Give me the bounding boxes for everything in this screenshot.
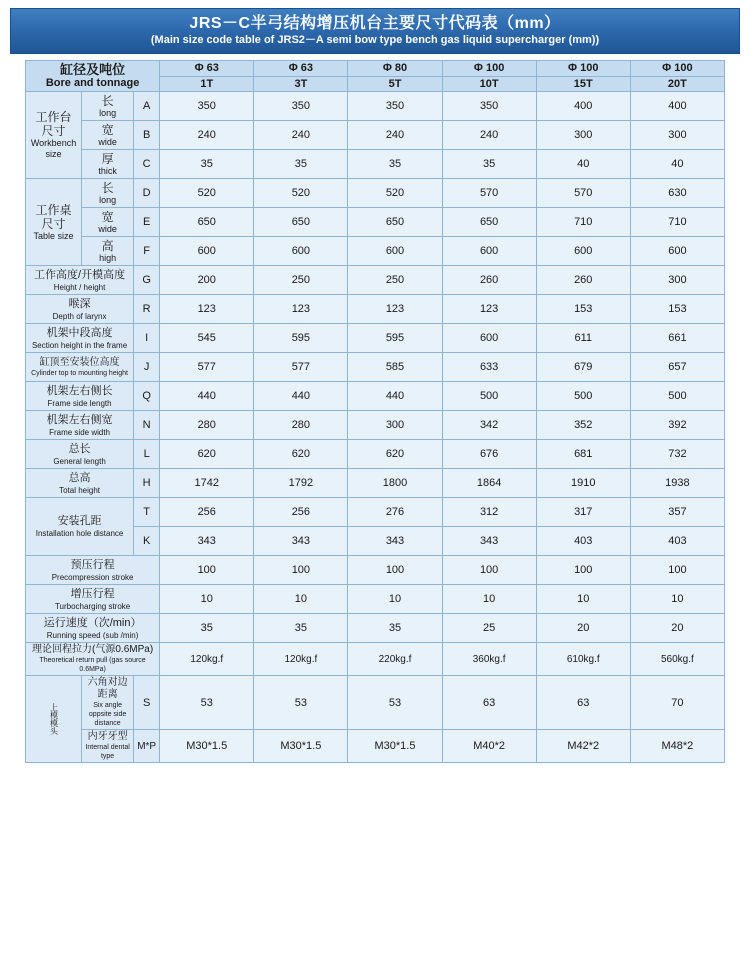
row-code-k: K	[134, 527, 160, 556]
row-label-frame-side-width-cn: 机架左右侧宽	[46, 413, 113, 426]
cell-l-5: 732	[630, 440, 724, 469]
cell-e-1: 650	[254, 208, 348, 237]
header-bore-5: Φ 100	[630, 61, 724, 77]
cell-turbo-5: 10	[630, 585, 724, 614]
cell-a-2: 350	[348, 92, 442, 121]
sublabel-wide-cn: 宽	[101, 122, 114, 137]
cell-speed-3: 25	[442, 614, 536, 643]
title-english: (Main size code table of JRS2－A semi bow type bench gas liquid supercharger (mm))	[150, 34, 600, 46]
cell-h-5: 1938	[630, 469, 724, 498]
row-label-frame-side-width-en: Frame side width	[49, 427, 111, 437]
table-row	[26, 266, 725, 295]
row-code-j: J	[134, 353, 160, 382]
cell-k-5: 403	[630, 527, 724, 556]
cell-a-4: 400	[536, 92, 630, 121]
row-label-install-hole-en: Installation hole distance	[35, 529, 124, 538]
sublabel-long	[82, 92, 134, 121]
row-code-n: N	[134, 411, 160, 440]
table-row	[26, 208, 725, 237]
row-code-l: L	[134, 440, 160, 469]
cell-g-0: 200	[160, 266, 254, 295]
row-label-total-height	[26, 469, 134, 498]
cell-j-3: 633	[442, 353, 536, 382]
cell-i-5: 661	[630, 324, 724, 353]
table-row	[26, 324, 725, 353]
cell-turbo-2: 10	[348, 585, 442, 614]
cell-n-0: 280	[160, 411, 254, 440]
cell-s-4: 63	[536, 676, 630, 730]
cell-pull-0: 120kg.f	[160, 643, 254, 676]
header-bore-1: Φ 63	[254, 61, 348, 77]
table-row	[26, 382, 725, 411]
cell-c-2: 35	[348, 150, 442, 179]
cell-j-1: 577	[254, 353, 348, 382]
cell-q-2: 440	[348, 382, 442, 411]
group-label-workbench	[26, 92, 82, 179]
cell-t-4: 317	[536, 498, 630, 527]
cell-k-0: 343	[160, 527, 254, 556]
cell-turbo-3: 10	[442, 585, 536, 614]
cell-r-2: 123	[348, 295, 442, 324]
row-label-frame-side-length-en: Frame side length	[47, 398, 112, 408]
group-label-workbench-en2: size	[45, 149, 62, 159]
sublabel-wide2-en: wide	[98, 223, 117, 234]
row-code-t: T	[134, 498, 160, 527]
header-tonnage-5: 20T	[630, 76, 724, 92]
cell-turbo-1: 10	[254, 585, 348, 614]
group-label-table-cn2: 尺寸	[41, 216, 66, 231]
header-bore-label-cn: 缸径及吨位	[60, 62, 126, 77]
row-label-hex-distance-cn: 六角对边距离	[87, 677, 128, 700]
sublabel-long-cn: 长	[101, 93, 114, 108]
cell-k-1: 343	[254, 527, 348, 556]
page-root	[0, 8, 750, 954]
cell-e-3: 650	[442, 208, 536, 237]
sublabel-wide-2	[82, 208, 134, 237]
header-bore-label-en: Bore and tonnage	[45, 77, 140, 89]
cell-r-5: 153	[630, 295, 724, 324]
cell-g-4: 260	[536, 266, 630, 295]
group-label-workbench-cn1: 工作台	[35, 110, 72, 124]
row-label-precompression-cn: 预压行程	[70, 558, 115, 571]
cell-a-0: 350	[160, 92, 254, 121]
sublabel-thick-en: thick	[98, 165, 117, 176]
cell-l-3: 676	[442, 440, 536, 469]
cell-i-3: 600	[442, 324, 536, 353]
group-label-table-cn1: 工作桌	[35, 202, 72, 217]
row-code-f: F	[134, 237, 160, 266]
sublabel-wide	[82, 121, 134, 150]
table-row	[26, 643, 725, 676]
cell-q-3: 500	[442, 382, 536, 411]
cell-pre-4: 100	[536, 556, 630, 585]
row-label-install-hole-cn: 安装孔距	[57, 515, 102, 527]
cell-f-5: 600	[630, 237, 724, 266]
row-label-cylinder-top-cn: 缸顶至安装位高度	[39, 356, 120, 368]
cell-c-1: 35	[254, 150, 348, 179]
cell-b-1: 240	[254, 121, 348, 150]
row-label-total-height-cn: 总高	[68, 471, 91, 484]
cell-s-1: 53	[254, 676, 348, 730]
cell-g-1: 250	[254, 266, 348, 295]
cell-s-0: 53	[160, 676, 254, 730]
cell-t-5: 357	[630, 498, 724, 527]
sublabel-wide2-cn: 宽	[101, 209, 114, 224]
row-code-e: E	[134, 208, 160, 237]
cell-q-0: 440	[160, 382, 254, 411]
cell-n-2: 300	[348, 411, 442, 440]
table-row	[26, 730, 725, 763]
row-label-total-height-en: Total height	[59, 485, 101, 495]
group-label-mold-head	[26, 676, 82, 763]
sublabel-thick	[82, 150, 134, 179]
cell-f-4: 600	[536, 237, 630, 266]
cell-mp-5: M48*2	[630, 730, 724, 763]
table-row	[26, 150, 725, 179]
cell-l-2: 620	[348, 440, 442, 469]
cell-k-4: 403	[536, 527, 630, 556]
cell-i-1: 595	[254, 324, 348, 353]
cell-speed-1: 35	[254, 614, 348, 643]
table-row	[26, 585, 725, 614]
cell-b-2: 240	[348, 121, 442, 150]
row-code-i: I	[134, 324, 160, 353]
row-code-d: D	[134, 179, 160, 208]
cell-t-3: 312	[442, 498, 536, 527]
row-label-return-pull	[26, 643, 160, 676]
cell-turbo-0: 10	[160, 585, 254, 614]
cell-mp-3: M40*2	[442, 730, 536, 763]
row-label-larynx-cn: 喉深	[68, 297, 91, 310]
cell-k-3: 343	[442, 527, 536, 556]
table-row	[26, 92, 725, 121]
cell-g-3: 260	[442, 266, 536, 295]
table-row	[26, 469, 725, 498]
cell-j-0: 577	[160, 353, 254, 382]
cell-d-0: 520	[160, 179, 254, 208]
row-code-g: G	[134, 266, 160, 295]
row-label-frame-side-length	[26, 382, 134, 411]
header-tonnage-2: 5T	[348, 76, 442, 92]
row-label-turbocharging	[26, 585, 160, 614]
cell-k-2: 343	[348, 527, 442, 556]
cell-pre-0: 100	[160, 556, 254, 585]
cell-g-5: 300	[630, 266, 724, 295]
sublabel-long-2	[82, 179, 134, 208]
table-row	[26, 614, 725, 643]
cell-j-2: 585	[348, 353, 442, 382]
table-row	[26, 411, 725, 440]
title-banner	[10, 8, 740, 54]
cell-pull-4: 610kg.f	[536, 643, 630, 676]
cell-i-4: 611	[536, 324, 630, 353]
table-header-bore-row	[26, 61, 725, 77]
cell-s-2: 53	[348, 676, 442, 730]
cell-n-4: 352	[536, 411, 630, 440]
cell-f-3: 600	[442, 237, 536, 266]
cell-mp-1: M30*1.5	[254, 730, 348, 763]
cell-b-4: 300	[536, 121, 630, 150]
cell-speed-0: 35	[160, 614, 254, 643]
cell-pull-1: 120kg.f	[254, 643, 348, 676]
cell-n-3: 342	[442, 411, 536, 440]
row-label-general-length	[26, 440, 134, 469]
cell-h-2: 1800	[348, 469, 442, 498]
cell-e-4: 710	[536, 208, 630, 237]
row-label-frame-side-length-cn: 机架左右侧长	[46, 384, 113, 397]
cell-e-2: 650	[348, 208, 442, 237]
title-chinese: JRS－C半弓结构增压机台主要尺寸代码表（mm）	[189, 15, 561, 32]
cell-f-0: 600	[160, 237, 254, 266]
row-label-hex-distance	[82, 676, 134, 730]
cell-c-4: 40	[536, 150, 630, 179]
cell-e-0: 650	[160, 208, 254, 237]
cell-pull-5: 560kg.f	[630, 643, 724, 676]
cell-c-5: 40	[630, 150, 724, 179]
row-label-internal-dental-cn: 内牙牙型	[87, 731, 128, 742]
cell-d-2: 520	[348, 179, 442, 208]
row-label-running-speed	[26, 614, 160, 643]
sublabel-wide-en: wide	[98, 136, 117, 147]
header-bore-0: Φ 63	[160, 61, 254, 77]
sublabel-long-en: long	[99, 107, 117, 118]
row-label-precompression-en: Precompression stroke	[51, 572, 134, 582]
row-label-section-height-cn: 机架中段高度	[46, 326, 113, 339]
row-code-a: A	[134, 92, 160, 121]
cell-n-5: 392	[630, 411, 724, 440]
cell-speed-2: 35	[348, 614, 442, 643]
spec-table	[25, 60, 725, 763]
row-label-running-speed-en: Running speed (sub /min)	[46, 630, 139, 640]
header-tonnage-4: 15T	[536, 76, 630, 92]
group-label-table-en: Table size	[33, 230, 74, 241]
row-label-general-length-cn: 总长	[68, 442, 91, 455]
cell-pre-5: 100	[630, 556, 724, 585]
group-label-table	[26, 179, 82, 266]
row-label-section-height-en: Section height in the frame	[31, 340, 128, 350]
cell-d-4: 570	[536, 179, 630, 208]
row-label-turbocharging-cn: 增压行程	[70, 587, 115, 600]
header-tonnage-1: 3T	[254, 76, 348, 92]
row-label-cylinder-top	[26, 353, 134, 382]
cell-r-4: 153	[536, 295, 630, 324]
cell-h-3: 1864	[442, 469, 536, 498]
cell-q-5: 500	[630, 382, 724, 411]
row-label-install-hole	[26, 498, 134, 556]
row-label-hex-distance-en: Six angle oppsite side distance	[88, 702, 127, 727]
row-label-internal-dental	[82, 730, 134, 763]
row-label-larynx-en: Depth of larynx	[52, 311, 107, 321]
cell-a-5: 400	[630, 92, 724, 121]
cell-h-0: 1742	[160, 469, 254, 498]
cell-h-1: 1792	[254, 469, 348, 498]
cell-mp-4: M42*2	[536, 730, 630, 763]
cell-pre-3: 100	[442, 556, 536, 585]
cell-j-4: 679	[536, 353, 630, 382]
group-label-workbench-en1: Workbench	[30, 138, 77, 148]
cell-c-0: 35	[160, 150, 254, 179]
cell-l-0: 620	[160, 440, 254, 469]
row-code-mp: M*P	[134, 730, 160, 763]
cell-t-2: 276	[348, 498, 442, 527]
cell-a-1: 350	[254, 92, 348, 121]
table-row	[26, 295, 725, 324]
header-tonnage-3: 10T	[442, 76, 536, 92]
row-code-q: Q	[134, 382, 160, 411]
cell-j-5: 657	[630, 353, 724, 382]
row-label-height	[26, 266, 134, 295]
cell-f-1: 600	[254, 237, 348, 266]
sublabel-long2-cn: 长	[101, 180, 114, 195]
table-row	[26, 179, 725, 208]
sublabel-long2-en: long	[99, 194, 117, 205]
cell-t-0: 256	[160, 498, 254, 527]
cell-h-4: 1910	[536, 469, 630, 498]
table-row	[26, 237, 725, 266]
row-label-section-height	[26, 324, 134, 353]
cell-turbo-4: 10	[536, 585, 630, 614]
cell-mp-2: M30*1.5	[348, 730, 442, 763]
cell-s-5: 70	[630, 676, 724, 730]
cell-d-5: 630	[630, 179, 724, 208]
cell-speed-4: 20	[536, 614, 630, 643]
cell-l-4: 681	[536, 440, 630, 469]
row-label-frame-side-width	[26, 411, 134, 440]
cell-r-0: 123	[160, 295, 254, 324]
table-row	[26, 676, 725, 730]
cell-d-1: 520	[254, 179, 348, 208]
table-row	[26, 498, 725, 527]
table-row	[26, 353, 725, 382]
cell-speed-5: 20	[630, 614, 724, 643]
header-bore-2: Φ 80	[348, 61, 442, 77]
cell-e-5: 710	[630, 208, 724, 237]
header-tonnage-0: 1T	[160, 76, 254, 92]
cell-pre-1: 100	[254, 556, 348, 585]
row-label-internal-dental-en: Internal dental type	[85, 744, 130, 760]
cell-c-3: 35	[442, 150, 536, 179]
cell-d-3: 570	[442, 179, 536, 208]
row-label-return-pull-cn: 理论回程拉力(气源0.6MPa)	[32, 644, 154, 655]
row-label-turbocharging-en: Turbocharging stroke	[54, 601, 131, 611]
sublabel-high-en: high	[99, 252, 117, 263]
row-code-r: R	[134, 295, 160, 324]
cell-pull-2: 220kg.f	[348, 643, 442, 676]
row-label-general-length-en: General length	[53, 456, 106, 466]
row-label-height-cn: 工作高度/开模高度	[34, 268, 126, 281]
cell-r-1: 123	[254, 295, 348, 324]
cell-q-1: 440	[254, 382, 348, 411]
row-label-height-en: Height / height	[53, 282, 106, 292]
header-bore-4: Φ 100	[536, 61, 630, 77]
cell-b-3: 240	[442, 121, 536, 150]
sublabel-thick-cn: 厚	[101, 151, 114, 166]
group-label-workbench-cn2: 尺寸	[41, 124, 66, 138]
cell-a-3: 350	[442, 92, 536, 121]
row-label-running-speed-cn: 运行速度（次/min）	[43, 616, 142, 629]
cell-g-2: 250	[348, 266, 442, 295]
table-row	[26, 556, 725, 585]
row-label-cylinder-top-en: Cylinder top to mounting height	[31, 369, 129, 377]
row-code-h: H	[134, 469, 160, 498]
cell-q-4: 500	[536, 382, 630, 411]
cell-pull-3: 360kg.f	[442, 643, 536, 676]
cell-i-2: 595	[348, 324, 442, 353]
cell-f-2: 600	[348, 237, 442, 266]
cell-r-3: 123	[442, 295, 536, 324]
cell-l-1: 620	[254, 440, 348, 469]
row-code-s: S	[134, 676, 160, 730]
header-bore-3: Φ 100	[442, 61, 536, 77]
group-label-mold-head-cn: 上模模头	[49, 703, 59, 735]
row-code-c: C	[134, 150, 160, 179]
header-bore-label	[26, 61, 160, 92]
sublabel-high	[82, 237, 134, 266]
row-code-b: B	[134, 121, 160, 150]
table-row	[26, 440, 725, 469]
row-label-return-pull-en: Theoretical return pull (gas source 0.6MPa)	[39, 657, 146, 673]
cell-n-1: 280	[254, 411, 348, 440]
cell-i-0: 545	[160, 324, 254, 353]
cell-pre-2: 100	[348, 556, 442, 585]
cell-b-5: 300	[630, 121, 724, 150]
row-label-larynx	[26, 295, 134, 324]
cell-mp-0: M30*1.5	[160, 730, 254, 763]
cell-s-3: 63	[442, 676, 536, 730]
cell-t-1: 256	[254, 498, 348, 527]
sublabel-high-cn: 高	[101, 238, 114, 253]
row-label-precompression	[26, 556, 160, 585]
cell-b-0: 240	[160, 121, 254, 150]
table-row	[26, 121, 725, 150]
